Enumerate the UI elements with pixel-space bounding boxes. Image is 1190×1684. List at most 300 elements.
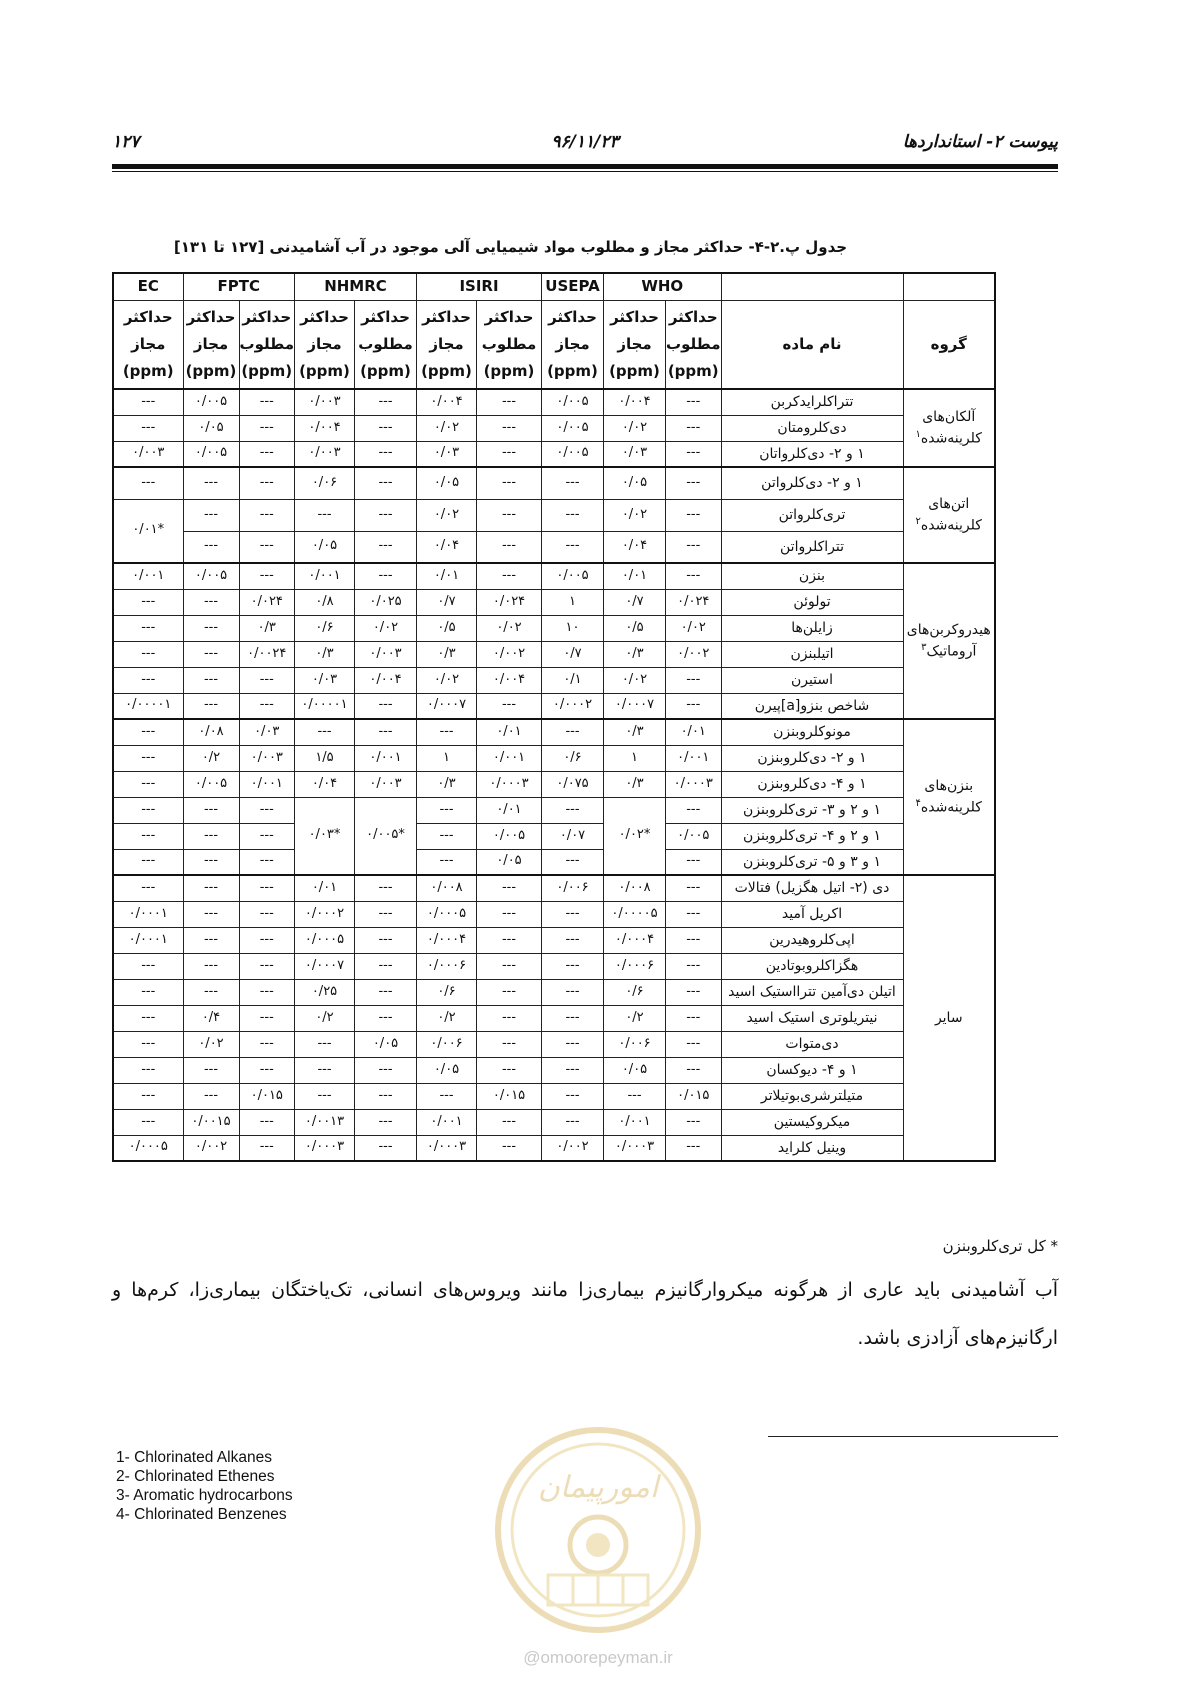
cell-nhmrc-max-desired: --- — [355, 563, 417, 589]
cell-substance-name: متیلترشری‌بوتیلاتر — [721, 1083, 903, 1109]
cell-fptc-max-allowed: --- — [183, 823, 239, 849]
cell-isiri-max-desired: ۰/۰۰۰۳ — [477, 771, 542, 797]
table-row — [113, 927, 995, 953]
cell-nhmrc-max-allowed: ۰/۰۵ — [295, 531, 355, 563]
cell-nhmrc-max-desired: --- — [355, 499, 417, 531]
cell-isiri-max-desired: ۰/۰۱۵ — [477, 1083, 542, 1109]
cell-fptc-max-allowed: ۰/۰۲ — [183, 1031, 239, 1057]
col-usepa-max-allowed: حداکثر مجاز (ppm) — [542, 300, 604, 389]
cell-who-max-allowed: ۰/۶ — [604, 979, 666, 1005]
cell-fptc-max-allowed: ۰/۰۰۵ — [183, 563, 239, 589]
cell-fptc-max-allowed: --- — [183, 589, 239, 615]
cell-who-max-allowed: *۰/۰۲ — [604, 797, 666, 875]
cell-usepa-max-allowed: ۰/۰۰۵ — [542, 563, 604, 589]
cell-isiri-max-allowed: ۰/۷ — [417, 589, 477, 615]
cell-ec-max-allowed: --- — [113, 797, 183, 823]
cell-usepa-max-allowed: ۱۰ — [542, 615, 604, 641]
cell-who-max-allowed: ۰/۰۱ — [604, 563, 666, 589]
cell-who-max-desired: ۰/۰۱۵ — [666, 1083, 722, 1109]
cell-isiri-max-allowed: --- — [417, 1083, 477, 1109]
cell-fptc-max-allowed: --- — [183, 467, 239, 499]
footnote-3: 3- Aromatic hydrocarbons — [116, 1487, 293, 1504]
cell-ec-max-allowed: ۰/۰۰۰۱ — [113, 901, 183, 927]
header-rule-thin — [112, 171, 1058, 172]
cell-isiri-max-allowed: ۰/۰۵ — [417, 467, 477, 499]
table-row — [113, 641, 995, 667]
cell-nhmrc-max-allowed: ۰/۰۳ — [295, 667, 355, 693]
cell-nhmrc-max-desired: ۰/۰۲ — [355, 615, 417, 641]
footnote-4: 4- Chlorinated Benzenes — [116, 1506, 287, 1523]
cell-usepa-max-allowed: ۰/۰۰۶ — [542, 875, 604, 901]
cell-who-max-allowed: ۰/۰۴ — [604, 531, 666, 563]
cell-isiri-max-allowed: ۰/۰۱ — [417, 563, 477, 589]
cell-who-max-allowed: ۰/۰۰۰۶ — [604, 953, 666, 979]
table-row — [113, 875, 995, 901]
cell-fptc-max-allowed: --- — [183, 615, 239, 641]
cell-usepa-max-allowed: --- — [542, 979, 604, 1005]
cell-fptc-max-desired: --- — [239, 693, 295, 719]
col-fptc-max-desired: حداکثر مطلوب (ppm) — [239, 300, 295, 389]
footnote-1: 1- Chlorinated Alkanes — [116, 1449, 272, 1466]
table-row — [113, 979, 995, 1005]
cell-usepa-max-allowed: --- — [542, 499, 604, 531]
cell-substance-name: تولوئن — [721, 589, 903, 615]
cell-who-max-allowed: ۰/۰۰۰۰۵ — [604, 901, 666, 927]
cell-fptc-max-allowed: --- — [183, 953, 239, 979]
cell-nhmrc-max-allowed: ۰/۰۰۱ — [295, 563, 355, 589]
cell-nhmrc-max-allowed: ۰/۰۰۴ — [295, 415, 355, 441]
cell-ec-max-allowed: --- — [113, 979, 183, 1005]
cell-isiri-max-desired: --- — [477, 1135, 542, 1161]
cell-usepa-max-allowed: ۰/۱ — [542, 667, 604, 693]
col-nhmrc-max-desired: حداکثر مطلوب (ppm) — [355, 300, 417, 389]
cell-ec-max-allowed: ۰/۰۰۳ — [113, 441, 183, 467]
table-row — [113, 1057, 995, 1083]
table-row — [113, 1083, 995, 1109]
table-row — [113, 1005, 995, 1031]
cell-isiri-max-desired: ۰/۰۰۵ — [477, 823, 542, 849]
cell-fptc-max-desired: --- — [239, 1005, 295, 1031]
cell-fptc-max-desired: ۰/۰۰۲۴ — [239, 641, 295, 667]
cell-fptc-max-desired: --- — [239, 927, 295, 953]
cell-usepa-max-allowed: --- — [542, 927, 604, 953]
cell-who-max-allowed: ۰/۰۰۶ — [604, 1031, 666, 1057]
group-footnote-ref: ۳ — [921, 641, 927, 653]
cell-fptc-max-desired: ۰/۰۳ — [239, 719, 295, 745]
cell-isiri-max-desired: --- — [477, 499, 542, 531]
table-row — [113, 693, 995, 719]
org-ec: EC — [113, 273, 183, 300]
cell-fptc-max-allowed: ۰/۰۰۲ — [183, 1135, 239, 1161]
cell-nhmrc-max-desired: --- — [355, 719, 417, 745]
cell-isiri-max-allowed: ۰/۰۰۰۵ — [417, 901, 477, 927]
table-row — [113, 953, 995, 979]
cell-substance-name: شاخص بنزو[a]پیرن — [721, 693, 903, 719]
cell-usepa-max-allowed: ۱ — [542, 589, 604, 615]
cell-who-max-desired: --- — [666, 1135, 722, 1161]
cell-fptc-max-desired: --- — [239, 979, 295, 1005]
cell-substance-name: ۱ و ۴- دیوکسان — [721, 1057, 903, 1083]
cell-ec-max-allowed: --- — [113, 615, 183, 641]
cell-substance-name: اتیلبنزن — [721, 641, 903, 667]
cell-isiri-max-desired: --- — [477, 875, 542, 901]
cell-ec-max-allowed: --- — [113, 1083, 183, 1109]
table-row — [113, 499, 995, 531]
cell-fptc-max-desired: --- — [239, 389, 295, 415]
cell-who-max-desired: --- — [666, 1057, 722, 1083]
cell-nhmrc-max-desired: --- — [355, 1005, 417, 1031]
cell-group-g1 — [903, 389, 995, 467]
cell-isiri-max-desired: --- — [477, 1109, 542, 1135]
table-row — [113, 849, 995, 875]
cell-usepa-max-allowed: --- — [542, 1083, 604, 1109]
cell-who-max-desired: --- — [666, 849, 722, 875]
cell-nhmrc-max-desired: --- — [355, 927, 417, 953]
cell-ec-max-allowed: ۰/۰۰۰۱ — [113, 927, 183, 953]
cell-isiri-max-allowed: ۰/۳ — [417, 771, 477, 797]
cell-nhmrc-max-allowed: ۰/۰۰۰۵ — [295, 927, 355, 953]
body-paragraph: آب آشامیدنی باید عاری از هرگونه میکروارگانیزم بیماری‌زا مانند ویروس‌های انسانی، تک‌یاختگان بیماری‌زا، کرم‌ها و ارگانیزم‌های آزادزی باشد. — [112, 1279, 1058, 1349]
cell-isiri-max-allowed: ۰/۰۰۶ — [417, 1031, 477, 1057]
org-isiri: ISIRI — [417, 273, 542, 300]
cell-nhmrc-max-allowed: --- — [295, 499, 355, 531]
cell-isiri-max-allowed: --- — [417, 849, 477, 875]
cell-fptc-max-allowed: --- — [183, 901, 239, 927]
table-body — [113, 389, 995, 1161]
cell-substance-name: تری‌کلرواتن — [721, 499, 903, 531]
cell-ec-max-allowed: --- — [113, 1031, 183, 1057]
cell-fptc-max-allowed: --- — [183, 693, 239, 719]
cell-fptc-max-allowed: --- — [183, 979, 239, 1005]
cell-fptc-max-allowed: ۰/۰۸ — [183, 719, 239, 745]
cell-ec-max-allowed: --- — [113, 415, 183, 441]
cell-usepa-max-allowed: --- — [542, 1057, 604, 1083]
cell-who-max-allowed: ۰/۰۵ — [604, 1057, 666, 1083]
cell-substance-name: ۱ و ۲ و ۴- تری‌کلروبنزن — [721, 823, 903, 849]
standards-table — [112, 272, 996, 1162]
cell-ec-max-allowed: ۰/۰۰۰۰۱ — [113, 693, 183, 719]
cell-who-max-desired: --- — [666, 389, 722, 415]
star-footnote: * کل تری‌کلروبنزن — [942, 1237, 1058, 1255]
cell-fptc-max-desired: --- — [239, 499, 295, 531]
cell-fptc-max-allowed: --- — [183, 875, 239, 901]
cell-substance-name: بنزن — [721, 563, 903, 589]
cell-ec-max-allowed: --- — [113, 467, 183, 499]
cell-ec-max-allowed: --- — [113, 953, 183, 979]
cell-isiri-max-desired: --- — [477, 901, 542, 927]
cell-substance-name: ۱ و ۳ و ۵- تری‌کلروبنزن — [721, 849, 903, 875]
cell-substance-name: اپی‌کلروهیدرین — [721, 927, 903, 953]
cell-ec-max-allowed: --- — [113, 771, 183, 797]
cell-who-max-allowed: ۰/۰۰۴ — [604, 389, 666, 415]
cell-who-max-desired: ۰/۰۲ — [666, 615, 722, 641]
cell-isiri-max-allowed: ۰/۰۲ — [417, 415, 477, 441]
footnotes — [116, 1448, 293, 1524]
cell-usepa-max-allowed: ۰/۰۷ — [542, 823, 604, 849]
cell-isiri-max-desired: --- — [477, 389, 542, 415]
cell-fptc-max-allowed: --- — [183, 499, 239, 531]
cell-nhmrc-max-desired: --- — [355, 1109, 417, 1135]
cell-isiri-max-allowed: ۰/۰۰۰۴ — [417, 927, 477, 953]
org-nhmrc: NHMRC — [295, 273, 417, 300]
cell-fptc-max-desired: --- — [239, 1135, 295, 1161]
cell-isiri-max-desired: --- — [477, 1057, 542, 1083]
cell-fptc-max-desired: --- — [239, 1109, 295, 1135]
cell-ec-max-allowed: --- — [113, 745, 183, 771]
table-row — [113, 467, 995, 499]
cell-group-g4 — [903, 719, 995, 875]
table-row — [113, 441, 995, 467]
group-label: سایر — [934, 1009, 963, 1026]
col-fptc-max-allowed: حداکثر مجاز (ppm) — [183, 300, 239, 389]
cell-who-max-allowed: ۰/۰۲ — [604, 667, 666, 693]
cell-ec-max-allowed: --- — [113, 719, 183, 745]
cell-isiri-max-allowed: ۰/۶ — [417, 979, 477, 1005]
cell-nhmrc-max-desired: --- — [355, 875, 417, 901]
cell-who-max-desired: --- — [666, 953, 722, 979]
cell-fptc-max-allowed: ۰/۰۰۱۵ — [183, 1109, 239, 1135]
cell-nhmrc-max-allowed: --- — [295, 1083, 355, 1109]
table-row — [113, 589, 995, 615]
cell-who-max-desired: ۰/۰۰۰۳ — [666, 771, 722, 797]
cell-isiri-max-allowed: ۰/۰۰۰۶ — [417, 953, 477, 979]
cell-usepa-max-allowed: ۰/۰۰۰۲ — [542, 693, 604, 719]
cell-who-max-allowed: ۱ — [604, 745, 666, 771]
cell-who-max-desired: ۰/۰۱ — [666, 719, 722, 745]
cell-isiri-max-allowed: ۰/۰۳ — [417, 441, 477, 467]
cell-who-max-allowed: ۰/۰۳ — [604, 441, 666, 467]
cell-isiri-max-desired: ۰/۰۰۱ — [477, 745, 542, 771]
cell-isiri-max-desired: --- — [477, 563, 542, 589]
cell-fptc-max-desired: --- — [239, 953, 295, 979]
cell-who-max-desired: --- — [666, 563, 722, 589]
cell-fptc-max-allowed: --- — [183, 667, 239, 693]
cell-who-max-allowed: ۰/۲ — [604, 1005, 666, 1031]
cell-nhmrc-max-desired: ۰/۰۰۳ — [355, 641, 417, 667]
cell-who-max-desired: --- — [666, 467, 722, 499]
cell-fptc-max-desired: --- — [239, 901, 295, 927]
table-row — [113, 823, 995, 849]
col-who-max-desired: حداکثر مطلوب (ppm) — [666, 300, 722, 389]
cell-isiri-max-desired: ۰/۰۰۲ — [477, 641, 542, 667]
cell-usepa-max-allowed: ۰/۰۷۵ — [542, 771, 604, 797]
cell-isiri-max-desired: --- — [477, 927, 542, 953]
cell-substance-name: زایلن‌ها — [721, 615, 903, 641]
cell-fptc-max-allowed: ۰/۰۰۵ — [183, 441, 239, 467]
table-row — [113, 563, 995, 589]
header-empty — [721, 273, 903, 300]
cell-fptc-max-desired: --- — [239, 467, 295, 499]
cell-fptc-max-desired: --- — [239, 1057, 295, 1083]
cell-nhmrc-max-desired: --- — [355, 1083, 417, 1109]
cell-who-max-desired: --- — [666, 979, 722, 1005]
cell-isiri-max-allowed: ۱ — [417, 745, 477, 771]
cell-substance-name: ۱ و ۲- دی‌کلروبنزن — [721, 745, 903, 771]
cell-nhmrc-max-allowed: ۰/۰۰۰۷ — [295, 953, 355, 979]
table-row — [113, 719, 995, 745]
cell-fptc-max-desired: --- — [239, 849, 295, 875]
cell-usepa-max-allowed: ۰/۰۰۲ — [542, 1135, 604, 1161]
cell-who-max-allowed: ۰/۳ — [604, 771, 666, 797]
cell-isiri-max-allowed: ۰/۰۲ — [417, 499, 477, 531]
cell-usepa-max-allowed: --- — [542, 953, 604, 979]
header-date: ۹۶/۱۱/۲۳ — [551, 132, 619, 152]
cell-ec-max-allowed: ۰/۰۰۰۵ — [113, 1135, 183, 1161]
cell-nhmrc-max-desired: *۰/۰۰۵ — [355, 797, 417, 875]
cell-substance-name: هگزاکلروبوتادین — [721, 953, 903, 979]
cell-group-g3 — [903, 563, 995, 719]
cell-isiri-max-desired: --- — [477, 415, 542, 441]
cell-isiri-max-allowed: ۰/۰۵ — [417, 1057, 477, 1083]
cell-nhmrc-max-allowed: ۰/۰۴ — [295, 771, 355, 797]
cell-nhmrc-max-desired: --- — [355, 415, 417, 441]
cell-isiri-max-allowed: --- — [417, 797, 477, 823]
cell-nhmrc-max-desired: ۰/۰۰۱ — [355, 745, 417, 771]
group-footnote-ref: ۴ — [915, 797, 921, 809]
cell-ec-max-allowed: --- — [113, 823, 183, 849]
cell-nhmrc-max-allowed: ۱/۵ — [295, 745, 355, 771]
cell-isiri-max-desired: ۰/۰۱ — [477, 719, 542, 745]
table-row — [113, 415, 995, 441]
cell-fptc-max-allowed: --- — [183, 927, 239, 953]
footnote-2: 2- Chlorinated Ethenes — [116, 1468, 275, 1485]
cell-substance-name: تتراکلرایدکربن — [721, 389, 903, 415]
cell-substance-name: میکروکیستین — [721, 1109, 903, 1135]
cell-nhmrc-max-allowed: --- — [295, 1031, 355, 1057]
group-label: اتن‌های کلرینه‌شده — [920, 496, 982, 534]
cell-isiri-max-desired: --- — [477, 693, 542, 719]
cell-who-max-allowed: ۰/۰۰۸ — [604, 875, 666, 901]
cell-nhmrc-max-desired: --- — [355, 693, 417, 719]
cell-ec-max-allowed: --- — [113, 1109, 183, 1135]
cell-who-max-desired: --- — [666, 797, 722, 823]
cell-isiri-max-allowed: ۰/۰۲ — [417, 667, 477, 693]
group-label: آلکان‌های کلرینه‌شده — [920, 409, 982, 447]
cell-fptc-max-desired: --- — [239, 823, 295, 849]
cell-ec-max-allowed: ۰/۰۰۱ — [113, 563, 183, 589]
cell-usepa-max-allowed: --- — [542, 1031, 604, 1057]
col-isiri-max-desired: حداکثر مطلوب (ppm) — [477, 300, 542, 389]
cell-fptc-max-desired: ۰/۰۰۱ — [239, 771, 295, 797]
cell-fptc-max-desired: ۰/۰۱۵ — [239, 1083, 295, 1109]
group-footnote-ref: ۲ — [915, 515, 921, 527]
watermark-logo — [493, 1425, 703, 1635]
cell-ec-max-allowed: --- — [113, 589, 183, 615]
cell-who-max-allowed: ۰/۳ — [604, 641, 666, 667]
cell-usepa-max-allowed: --- — [542, 467, 604, 499]
cell-fptc-max-allowed: ۰/۰۵ — [183, 415, 239, 441]
cell-isiri-max-desired: --- — [477, 531, 542, 563]
cell-nhmrc-max-allowed: ۰/۰۱ — [295, 875, 355, 901]
cell-nhmrc-max-desired: --- — [355, 531, 417, 563]
cell-who-max-desired: --- — [666, 901, 722, 927]
cell-fptc-max-desired: --- — [239, 667, 295, 693]
cell-ec-max-allowed: --- — [113, 389, 183, 415]
cell-substance-name: ۱ و ۲- دی‌کلرواتان — [721, 441, 903, 467]
cell-nhmrc-max-allowed: *۰/۰۳ — [295, 797, 355, 875]
page-header — [112, 132, 1058, 158]
cell-who-max-desired: --- — [666, 875, 722, 901]
col-group: گروه — [903, 300, 995, 389]
cell-substance-name: نیتریلوتری استیک اسید — [721, 1005, 903, 1031]
cell-nhmrc-max-allowed: ۰/۲ — [295, 1005, 355, 1031]
cell-fptc-max-allowed: ۰/۰۰۵ — [183, 771, 239, 797]
cell-fptc-max-allowed: --- — [183, 1083, 239, 1109]
cell-fptc-max-desired: --- — [239, 441, 295, 467]
watermark-logo-text: امورپیمان — [537, 1470, 659, 1505]
cell-usepa-max-allowed: ۰/۰۰۵ — [542, 441, 604, 467]
cell-who-max-desired: --- — [666, 1005, 722, 1031]
cell-who-max-desired: --- — [666, 1109, 722, 1135]
cell-isiri-max-desired: --- — [477, 441, 542, 467]
cell-nhmrc-max-desired: ۰/۰۵ — [355, 1031, 417, 1057]
org-fptc: FPTC — [183, 273, 295, 300]
cell-usepa-max-allowed: --- — [542, 1005, 604, 1031]
cell-isiri-max-allowed: ۰/۰۰۱ — [417, 1109, 477, 1135]
cell-who-max-allowed: ۰/۰۰۰۷ — [604, 693, 666, 719]
cell-isiri-max-desired: --- — [477, 953, 542, 979]
cell-fptc-max-desired: --- — [239, 1031, 295, 1057]
cell-isiri-max-desired: --- — [477, 979, 542, 1005]
cell-isiri-max-desired: ۰/۰۱ — [477, 797, 542, 823]
cell-usepa-max-allowed: --- — [542, 719, 604, 745]
cell-usepa-max-allowed: ۰/۷ — [542, 641, 604, 667]
cell-nhmrc-max-allowed: ۰/۲۵ — [295, 979, 355, 1005]
cell-who-max-allowed: ۰/۰۲ — [604, 415, 666, 441]
cell-nhmrc-max-desired: ۰/۰۰۴ — [355, 667, 417, 693]
cell-ec-max-allowed: --- — [113, 641, 183, 667]
cell-who-max-desired: ۰/۰۰۱ — [666, 745, 722, 771]
cell-isiri-max-allowed: ۰/۰۰۸ — [417, 875, 477, 901]
org-usepa: USEPA — [542, 273, 604, 300]
cell-who-max-allowed: ۰/۳ — [604, 719, 666, 745]
cell-fptc-max-desired: --- — [239, 797, 295, 823]
cell-substance-name: دی‌کلرومتان — [721, 415, 903, 441]
cell-who-max-desired: --- — [666, 441, 722, 467]
cell-usepa-max-allowed: --- — [542, 1109, 604, 1135]
page-number: ۱۲۷ — [112, 132, 140, 152]
cell-fptc-max-allowed: --- — [183, 1057, 239, 1083]
cell-fptc-max-allowed: ۰/۴ — [183, 1005, 239, 1031]
cell-nhmrc-max-desired: ۰/۰۲۵ — [355, 589, 417, 615]
col-ec-max-allowed: حداکثر مجاز (ppm) — [113, 300, 183, 389]
cell-who-max-desired: ۰/۰۲۴ — [666, 589, 722, 615]
cell-fptc-max-allowed: --- — [183, 797, 239, 823]
cell-fptc-max-allowed: --- — [183, 641, 239, 667]
cell-who-max-desired: --- — [666, 499, 722, 531]
cell-isiri-max-desired: --- — [477, 1005, 542, 1031]
cell-nhmrc-max-allowed: ۰/۰۰۳ — [295, 441, 355, 467]
cell-ec-max-allowed: --- — [113, 667, 183, 693]
cell-fptc-max-desired: --- — [239, 531, 295, 563]
footnote-rule — [768, 1436, 1058, 1437]
table-row — [113, 531, 995, 563]
cell-who-max-allowed: --- — [604, 1083, 666, 1109]
cell-nhmrc-max-desired: --- — [355, 953, 417, 979]
table-title: جدول پ.۲-۴- حداکثر مجاز و مطلوب مواد شیمیایی آلی موجود در آب آشامیدنی [۱۲۷ تا ۱۳۱] — [173, 238, 848, 256]
cell-fptc-max-allowed: --- — [183, 531, 239, 563]
table-row — [113, 771, 995, 797]
cell-who-max-desired: --- — [666, 415, 722, 441]
cell-substance-name: وینیل کلراید — [721, 1135, 903, 1161]
table-row — [113, 1031, 995, 1057]
cell-substance-name: ۱ و ۲ و ۳- تری‌کلروبنزن — [721, 797, 903, 823]
cell-isiri-max-desired: ۰/۰۵ — [477, 849, 542, 875]
table-row — [113, 667, 995, 693]
cell-group-g2 — [903, 467, 995, 563]
cell-substance-name: تتراکلرواتن — [721, 531, 903, 563]
cell-who-max-desired: --- — [666, 927, 722, 953]
